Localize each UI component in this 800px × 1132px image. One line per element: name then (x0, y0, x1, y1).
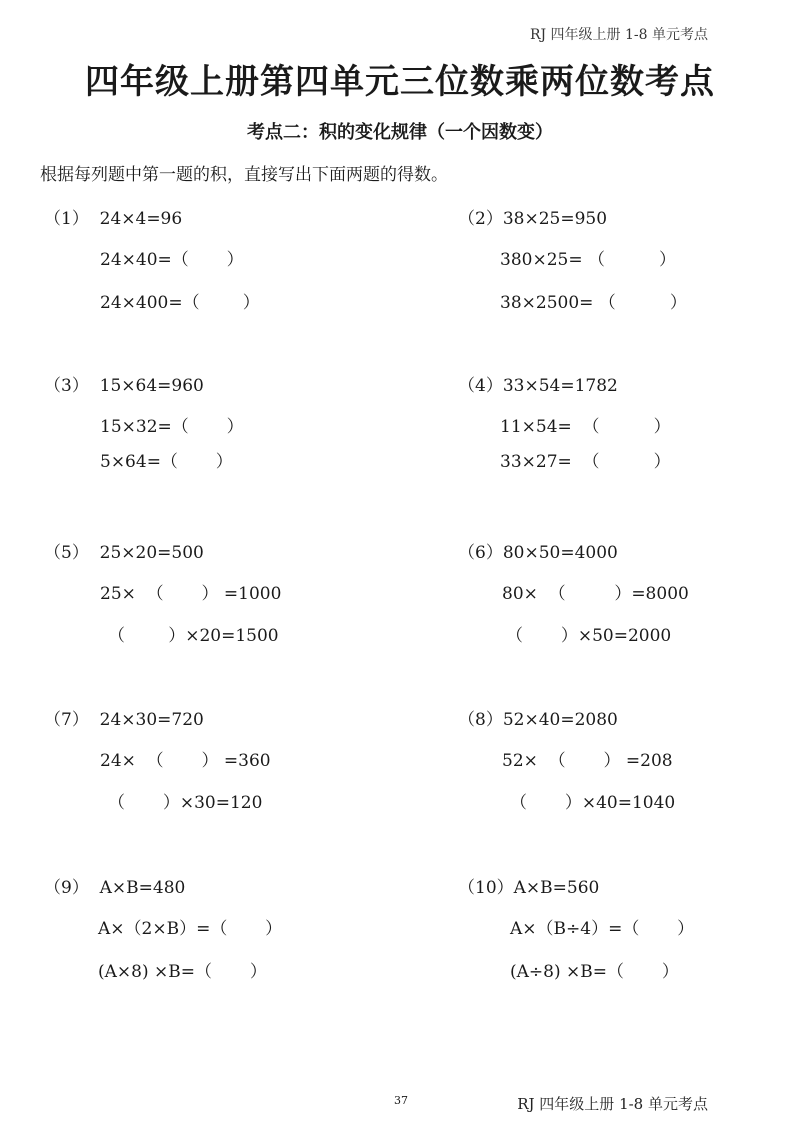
problem-stem: （7） 24×30=720 (44, 710, 204, 730)
instruction-text: 根据每列题中第一题的积，直接写出下面两题的得数。 (40, 165, 448, 185)
problem-line: （ ）×30=120 (108, 793, 263, 813)
problem-line: 5×64=（ ） (100, 452, 233, 472)
problem-line: 24× （ ） =360 (100, 751, 271, 771)
problem-stem: （8）52×40=2080 (458, 710, 618, 730)
problem-stem: （5） 25×20=500 (44, 543, 204, 563)
problem-stem: （1） 24×4=96 (44, 209, 183, 229)
problem-line: 24×40=（ ） (100, 250, 244, 270)
problem-line: 52× （ ） =208 (502, 751, 673, 771)
problem-line: 80× （ ）=8000 (502, 584, 689, 604)
problem-line: （ ）×50=2000 (506, 626, 672, 646)
problem-stem: （4）33×54=1782 (458, 376, 618, 396)
problem-line: 11×54= （ ） (500, 417, 671, 437)
problem-stem: （10）A×B=560 (458, 878, 600, 898)
problem-line: (A×8) ×B=（ ） (98, 962, 267, 982)
problem-line: 38×2500= （ ） (500, 293, 687, 313)
footer-note: RJ 四年级上册 1-8 单元考点 (517, 1095, 708, 1113)
problem-line: A×（2×B）=（ ） (98, 919, 283, 939)
problem-line: (A÷8) ×B=（ ） (510, 962, 679, 982)
problem-line: 24×400=（ ） (100, 293, 260, 313)
page-title: 四年级上册第四单元三位数乘两位数考点 (85, 62, 715, 102)
problem-stem: （9） A×B=480 (44, 878, 186, 898)
problem-line: 380×25= （ ） (500, 250, 677, 270)
problem-stem: （3） 15×64=960 (44, 376, 204, 396)
problem-line: 33×27= （ ） (500, 452, 671, 472)
problem-line: A×（B÷4）=（ ） (510, 919, 695, 939)
page-number: 37 (394, 1094, 408, 1107)
section-subtitle: 考点二：积的变化规律（一个因数变） (247, 122, 553, 143)
problem-line: 15×32=（ ） (100, 417, 244, 437)
header-note: RJ 四年级上册 1-8 单元考点 (529, 27, 708, 43)
problem-stem: （2）38×25=950 (458, 209, 608, 229)
problem-line: 25× （ ） =1000 (100, 584, 282, 604)
problem-line: （ ）×20=1500 (108, 626, 279, 646)
problem-line: （ ）×40=1040 (510, 793, 676, 813)
problem-stem: （6）80×50=4000 (458, 543, 618, 563)
